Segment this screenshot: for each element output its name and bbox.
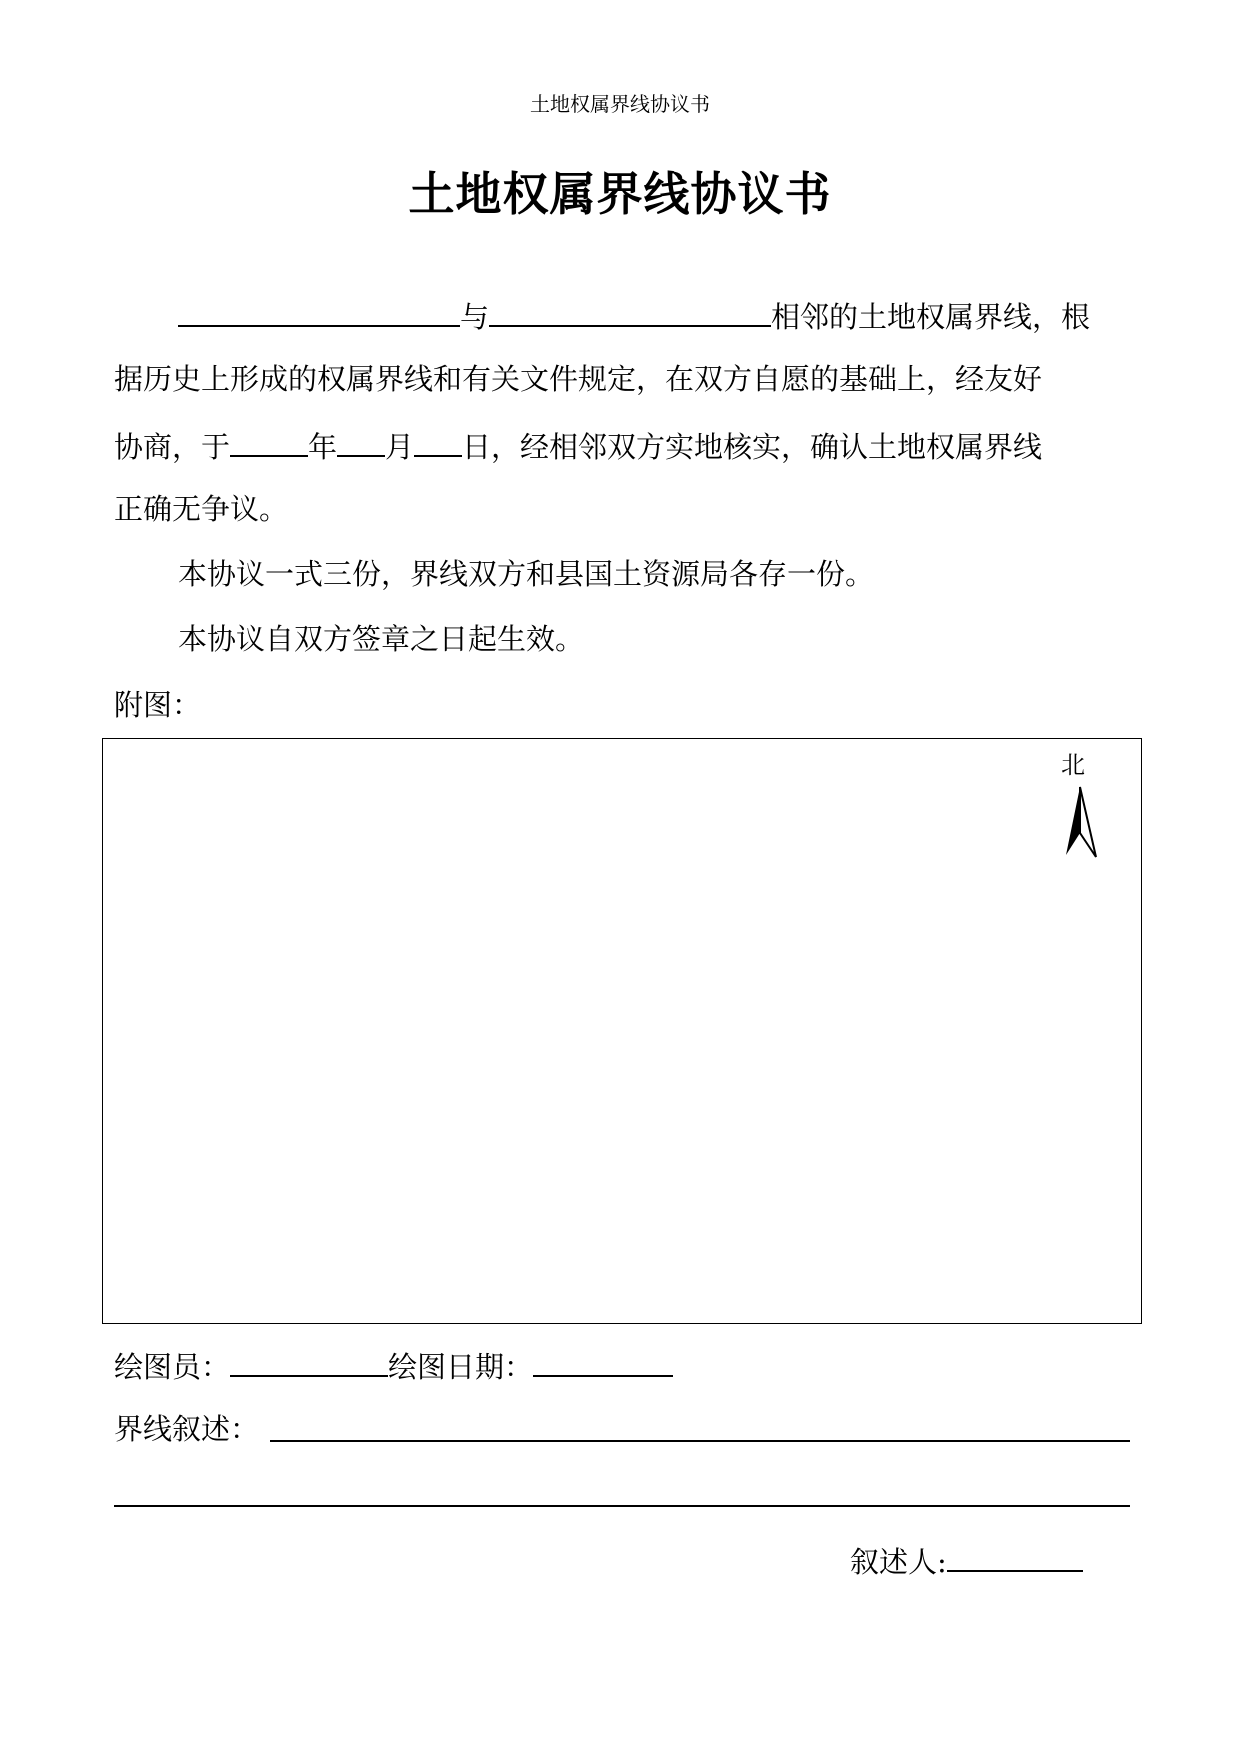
north-label: 北 <box>1061 751 1085 779</box>
year-word: 年 <box>308 430 338 464</box>
draw-date-label: 绘图日期： <box>388 1350 534 1384</box>
boundary-desc-line-1[interactable] <box>270 1440 1130 1442</box>
narrator-label: 叙述人: <box>850 1545 947 1579</box>
para1-line3 <box>114 425 1042 466</box>
month-blank[interactable] <box>337 425 385 457</box>
year-blank[interactable] <box>230 425 308 457</box>
drawer-row <box>114 1345 673 1386</box>
party-a-blank[interactable] <box>178 295 460 327</box>
document-title: 土地权属界线协议书 <box>408 167 832 221</box>
running-header: 土地权属界线协议书 <box>530 92 710 116</box>
with-word: 与 <box>460 300 490 334</box>
narrator-row <box>850 1540 1083 1581</box>
boundary-desc-label: 界线叙述： <box>114 1412 260 1446</box>
attached-map-box[interactable] <box>102 738 1142 1324</box>
para1-line3-tail: 日，经相邻双方实地核实，确认土地权属界线 <box>462 430 1043 464</box>
para1-line3-start: 协商，于 <box>114 430 231 464</box>
para2: 本协议一式三份，界线双方和县国土资源局各存一份。 <box>178 557 875 591</box>
para1-line4: 正确无争议。 <box>114 492 289 526</box>
para1-line1 <box>178 295 1090 336</box>
drawer-label: 绘图员： <box>114 1350 231 1384</box>
para1-line1-tail: 相邻的土地权属界线，根 <box>771 300 1091 334</box>
draw-date-blank[interactable] <box>533 1345 673 1377</box>
north-arrow-icon <box>1064 783 1104 863</box>
narrator-blank[interactable] <box>947 1540 1083 1572</box>
party-b-blank[interactable] <box>489 295 771 327</box>
drawer-blank[interactable] <box>230 1345 388 1377</box>
boundary-desc-line-2[interactable] <box>114 1505 1130 1507</box>
figure-label: 附图： <box>114 688 202 722</box>
day-blank[interactable] <box>414 425 462 457</box>
month-word: 月 <box>385 430 415 464</box>
para1-line2: 据历史上形成的权属界线和有关文件规定，在双方自愿的基础上，经友好 <box>114 362 1043 396</box>
para3: 本协议自双方签章之日起生效。 <box>178 622 585 656</box>
